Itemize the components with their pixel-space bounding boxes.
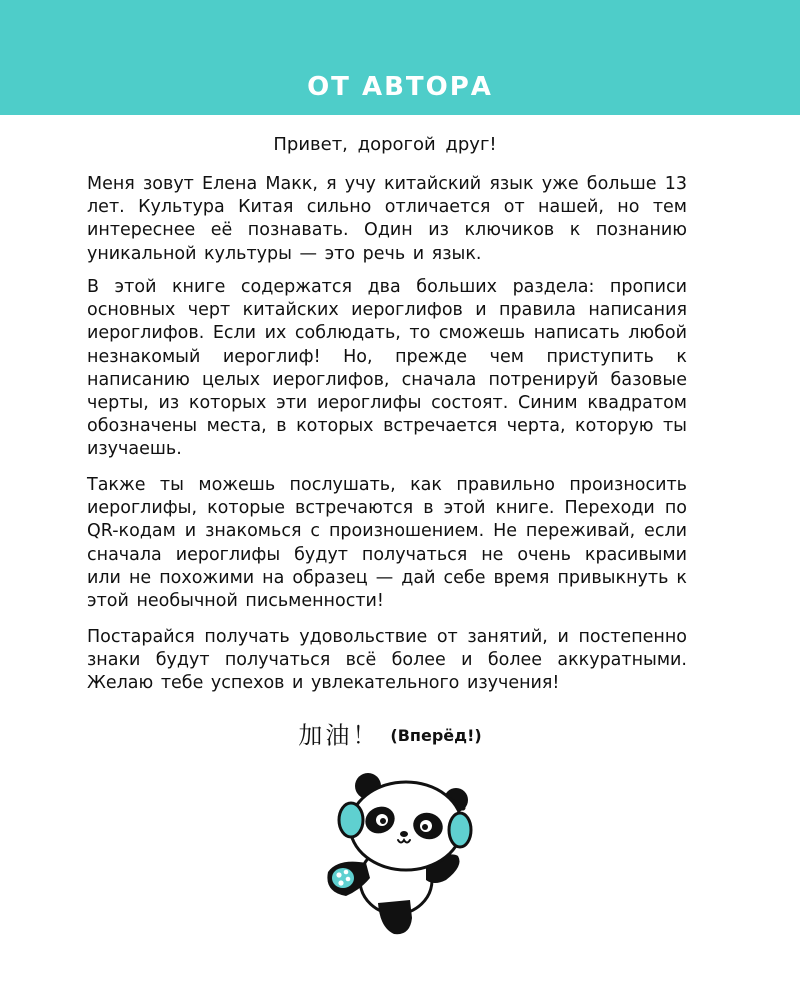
paragraph-wishes: Постарайся получать удовольствие от занятий, и постепенно знаки будут получаться всё более и более аккуратными. Желаю тебе успехов и увлекательного изучения! — [87, 627, 687, 694]
motto-hanzi: 加油！ — [298, 721, 380, 750]
motto-translation: (Вперёд!) — [390, 725, 482, 745]
page-title: ОТ АВТОРА — [307, 72, 493, 102]
paragraph-pronunciation: Также ты можешь послушать, как правильно произносить иероглифы, которые встречаются в этой книге. Переходи по QR-кодам и знакомься с произношением. Не переживай, если сначала иероглифы будут получаться не очень красивыми или не похожими на образец — дай себе время привыкнуть к этой необычной письменности! — [87, 475, 687, 612]
header-banner — [0, 0, 800, 115]
motto — [0, 720, 780, 751]
greeting: Привет, дорогой друг! — [273, 134, 497, 155]
paragraph-intro: Меня зовут Елена Макк, я учу китайский язык уже больше 13 лет. Культура Китая сильно отличается от нашей, но тем интереснее её познавать. Один из ключиков к познанию уникальной культуры — это речь и язык. — [87, 174, 687, 264]
panda-with-headphones-icon — [318, 768, 478, 938]
paragraph-book-contents: В этой книге содержатся два больших раздела: прописи основных черт китайских иероглифов и правила написания иероглифов. Если их соблюдать, то сможешь написать любой незнакомый иероглиф! Но, прежде чем приступить к написанию целых иероглифов, сначала потренируй базовые черты, из которых эти иероглифы состоят. Синим квадратом обозначены места, в которых встречается черта, которую ты изучаешь. — [87, 277, 687, 460]
